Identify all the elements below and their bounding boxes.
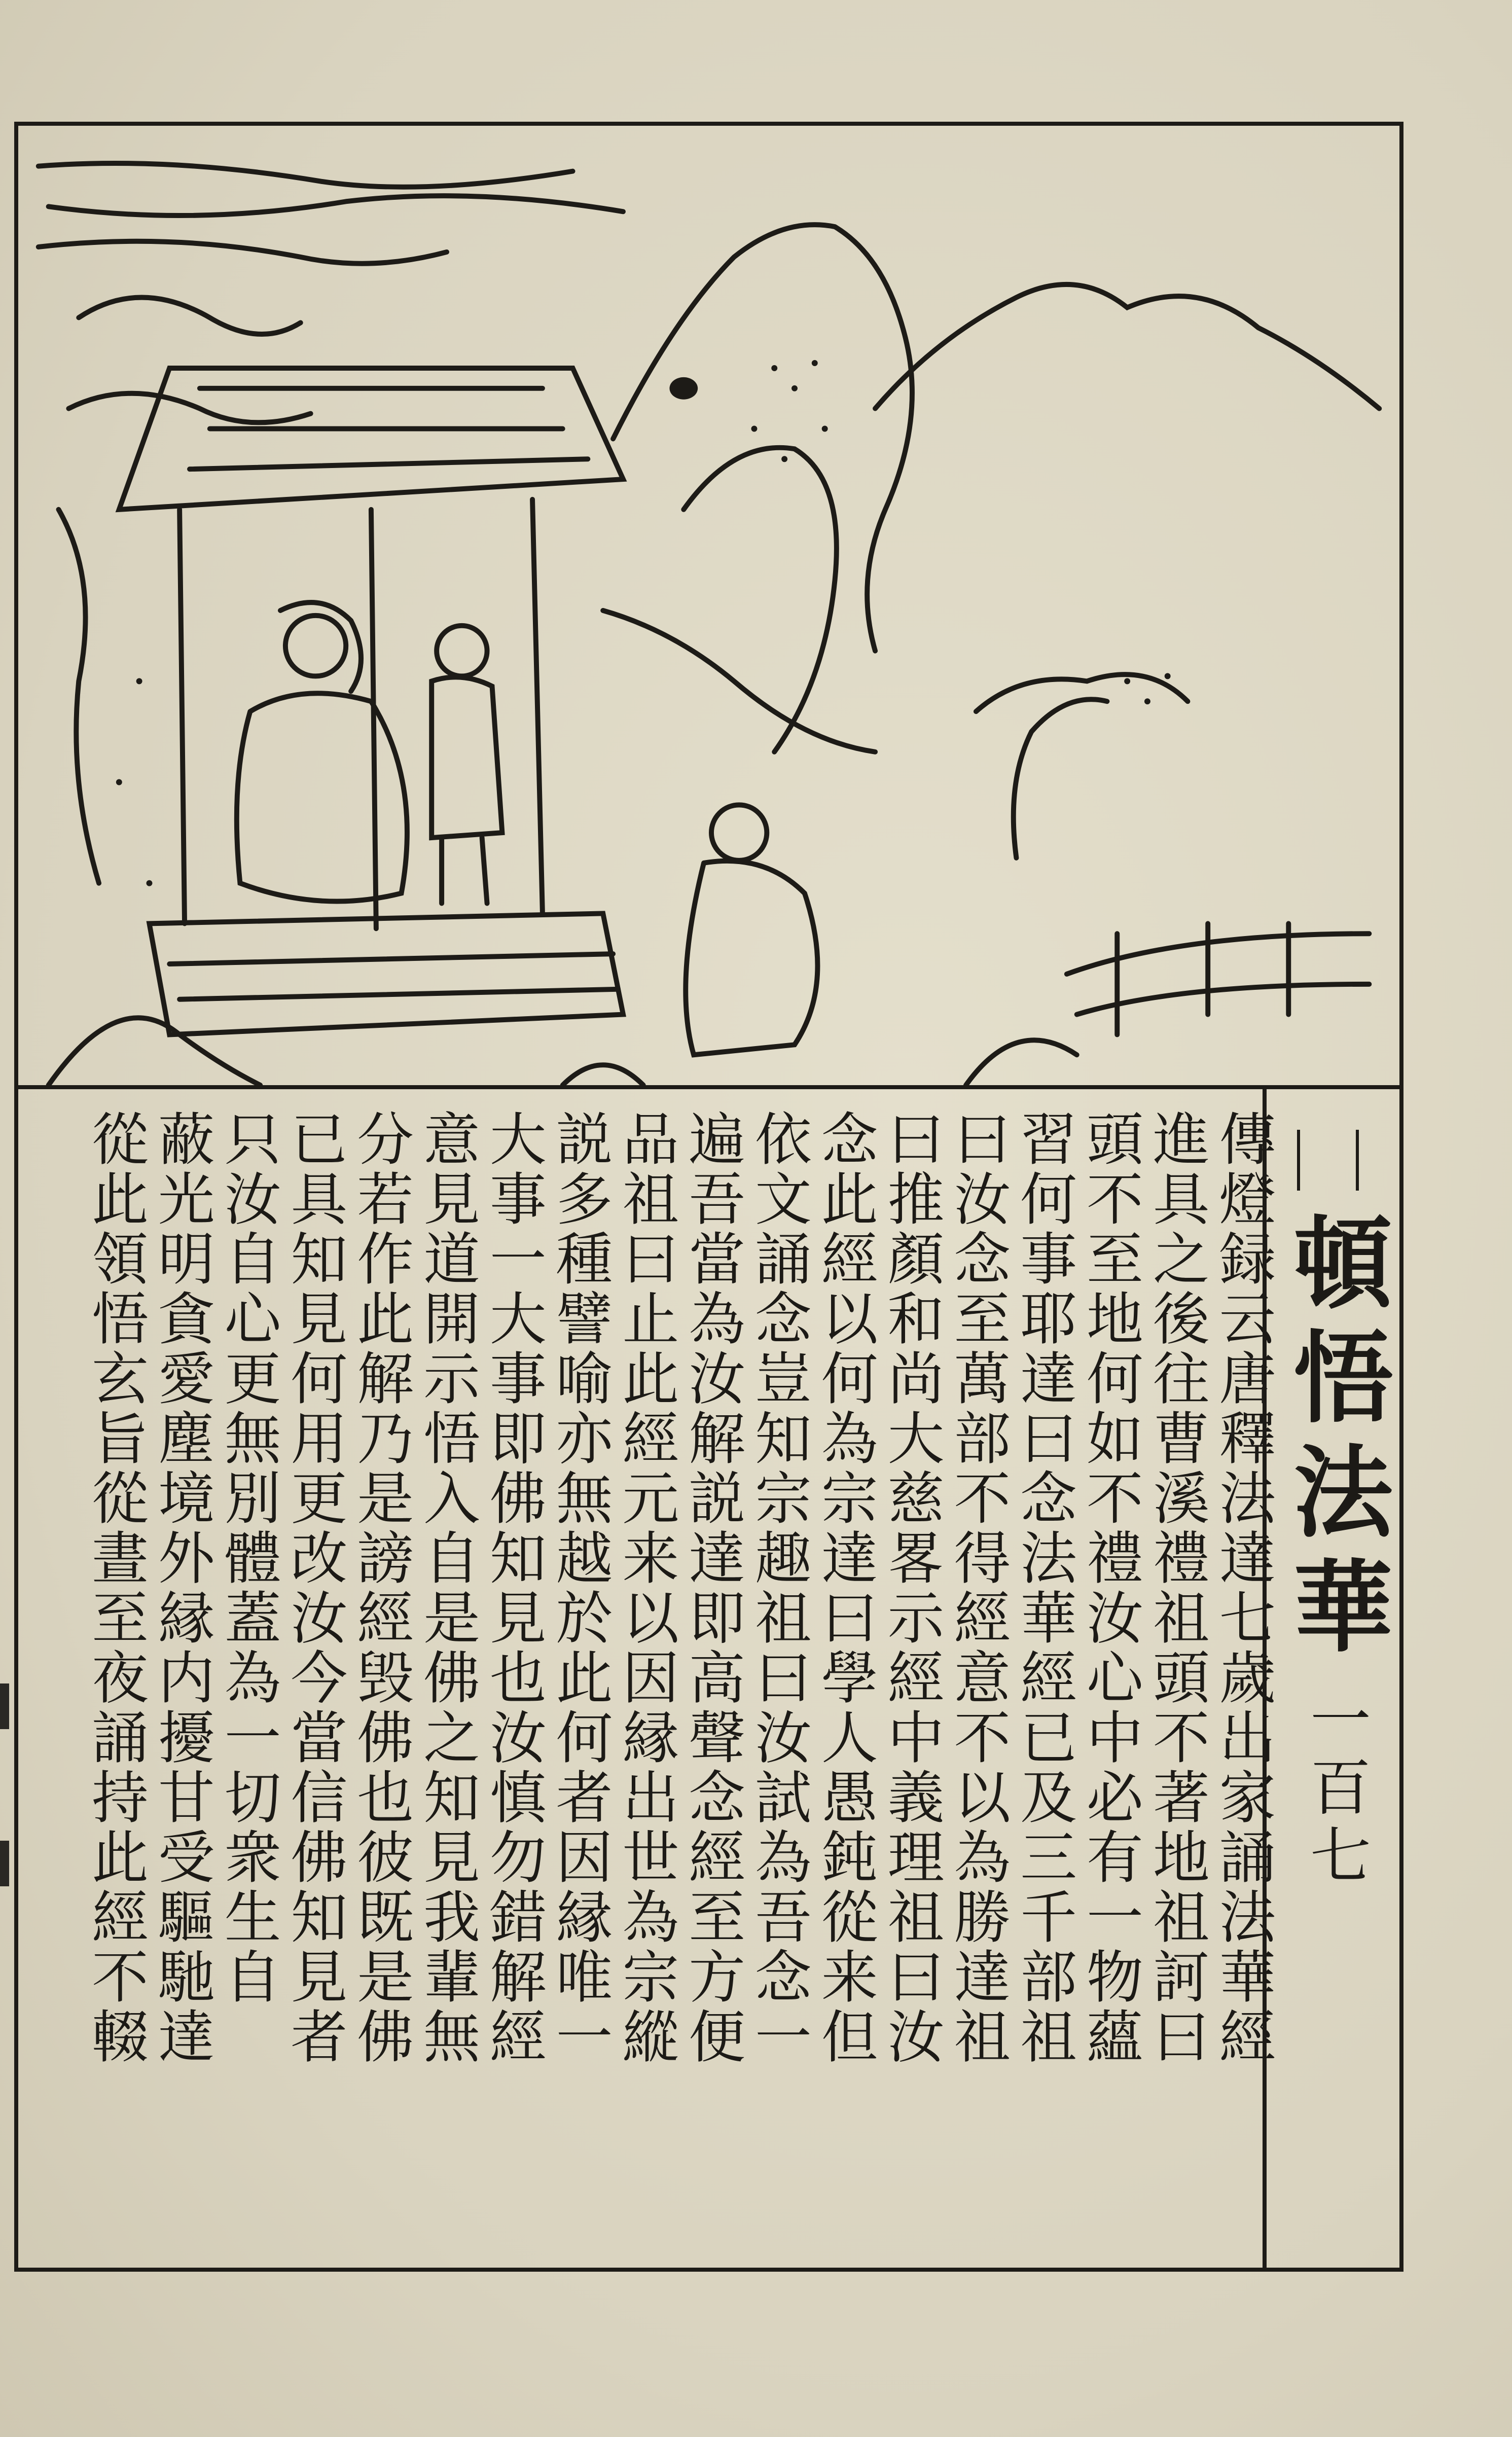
- text-panel: [18, 1089, 1399, 2268]
- edge-mark: [0, 1841, 9, 1886]
- page-frame: [14, 122, 1403, 2272]
- woodblock-illustration: [18, 126, 1399, 1089]
- page-title: 頓悟法華: [1277, 1211, 1393, 1669]
- section-marker: [1297, 1130, 1359, 1191]
- illustration-drawing: [18, 126, 1399, 1085]
- edge-mark: [0, 1683, 9, 1729]
- body-text: 傳燈録云唐釋法達七歲出家誦法華經 進具之後往曹溪禮祖頭不著地祖訶曰 頭不至地何如不禮汝心中必有一物蘊 習何事耶達曰念法華經已及三千部祖 曰汝念至萬部不得經意不以為勝達祖 曰推顏和尚大慈畧示經中義理祖曰汝 念此經以何為宗達曰學人愚鈍從来但 依文誦念豈知宗趣祖曰汝試為吾念一 遍吾當為汝解説達即高聲念經至方便 品祖曰止此經元来以因縁出世為宗縱 説多種譬喻亦無越於此何者因縁唯一 大事一大事即佛知見也汝慎勿錯解經 意見道開示悟入自是佛之知見我輩無 分若作此解乃是謗經毁佛也彼既是佛 已具知見何用更改汝今當信佛知見者 只汝自心更無別體蓋為一切衆生自 蔽光明貪愛塵境外縁内擾甘受驅馳達 從此領悟玄旨從晝至夜誦持此經不輟: [82, 1109, 1276, 2067]
- title-column: [1263, 1089, 1399, 2268]
- binding-edge-marks: [0, 1572, 10, 1927]
- page-number: 一百七: [1300, 1688, 1371, 1891]
